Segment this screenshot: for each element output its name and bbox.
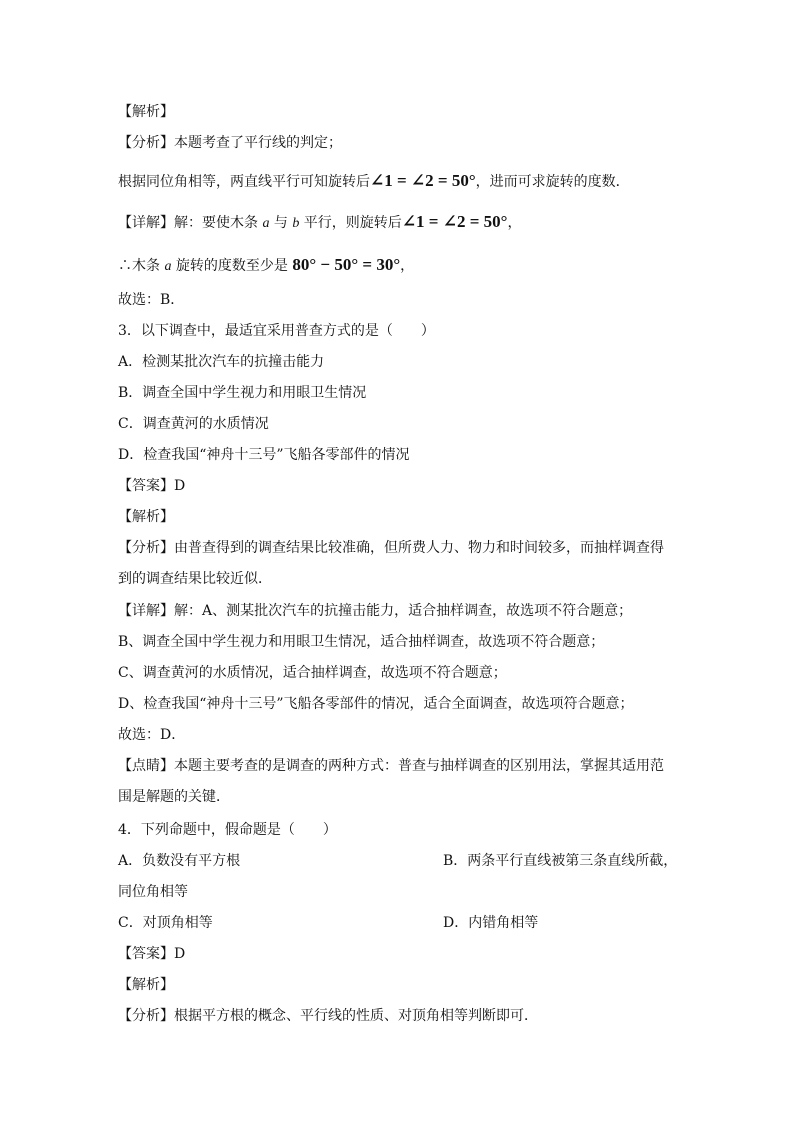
q4-option-a: A．负数没有平方根 [118, 853, 241, 869]
q3-option-b: B．调查全国中学生视力和用眼卫生情况 [118, 385, 367, 401]
q4-option-c: C．对顶角相等 [118, 915, 213, 931]
var-a: a [262, 216, 270, 231]
q3-detail-1: 【详解】解：A、测某批次汽车的抗撞击能力，适合抽样调查，故选项不符合题意； [118, 603, 633, 619]
q3-comment-1: 【点睛】本题主要考查的是调查的两种方式：普查与抽样调查的区别用法，掌握其适用范 [118, 758, 664, 774]
q3-answer: 【答案】D [118, 478, 186, 494]
degree-equation: 80° − 50° = 30° [292, 255, 401, 274]
answer-choice: 故选：B． [118, 292, 185, 308]
conclusion-text-a: ∴木条 [118, 258, 165, 274]
q3-option-a: A．检测某批次汽车的抗撞击能力 [118, 354, 325, 370]
q3-analysis-1: 【分析】由普查得到的调查结果比较准确，但所费人力、物力和时间较多，而抽样调查得 [118, 540, 664, 556]
question-4: 4．下列命题中，假命题是（ ） [118, 822, 337, 838]
q4-row-2 [118, 914, 678, 932]
question-3: 3．以下调查中，最适宜采用普查方式的是（ ） [118, 323, 435, 339]
detail-text-c: 平行，则旋转后 [299, 215, 402, 231]
angle-equation: ∠1 = ∠2 = 50° [401, 212, 508, 231]
reasoning-line [118, 172, 678, 191]
detail-text-b: 与 [269, 215, 293, 231]
analysis-heading: 【解析】 [118, 104, 174, 120]
q3-detail-2: B、调查全国中学生视力和用眼卫生情况，适合抽样调查，故选项不符合题意； [118, 634, 605, 650]
q4-answer: 【答案】D [118, 946, 186, 962]
q3-analysis-2: 到的调查结果比较近似． [118, 571, 272, 587]
conclusion-text-b: 旋转的度数至少是 [171, 258, 293, 274]
q3-analysis-heading: 【解析】 [118, 509, 174, 525]
detail-text-d: ， [507, 215, 522, 231]
q3-option-d: D．检查我国“神舟十三号”飞船各零部件的情况 [118, 447, 410, 463]
q3-detail-4: D、检查我国“神舟十三号”飞船各零部件的情况，适合全面调查，故选项符合题意； [118, 696, 634, 712]
q4-row-1 [118, 852, 678, 870]
analysis-text: 【分析】本题考查了平行线的判定； [118, 135, 342, 151]
var-b: b [292, 216, 300, 231]
var-a: a [164, 259, 172, 274]
reasoning-text-b: ，进而可求旋转的度数． [475, 174, 630, 190]
q3-option-c: C．调查黄河的水质情况 [118, 416, 269, 432]
q4-option-d: D．内错角相等 [443, 915, 539, 931]
conclusion-line [118, 256, 678, 276]
reasoning-text-a: 根据同位角相等，两直线平行可知旋转后 [118, 174, 370, 190]
q4-analysis-heading: 【解析】 [118, 977, 174, 993]
q3-choice: 故选：D． [118, 727, 186, 743]
q3-detail-3: C、调查黄河的水质情况，适合抽样调查，故选项不符合题意； [118, 665, 507, 681]
angle-equation: ∠1 = ∠2 = 50° [370, 171, 476, 190]
q4-option-b: B．两条平行直线被第三条直线所截， [443, 853, 678, 869]
q4-analysis: 【分析】根据平方根的概念、平行线的性质、对顶角相等判断即可． [118, 1008, 538, 1024]
detail-text-a: 【详解】解：要使木条 [118, 215, 263, 231]
q3-comment-2: 围是解题的关键． [118, 789, 230, 805]
conclusion-text-c: ， [400, 258, 415, 274]
detail-line [118, 213, 678, 233]
q4-option-b-cont: 同位角相等 [118, 884, 188, 900]
